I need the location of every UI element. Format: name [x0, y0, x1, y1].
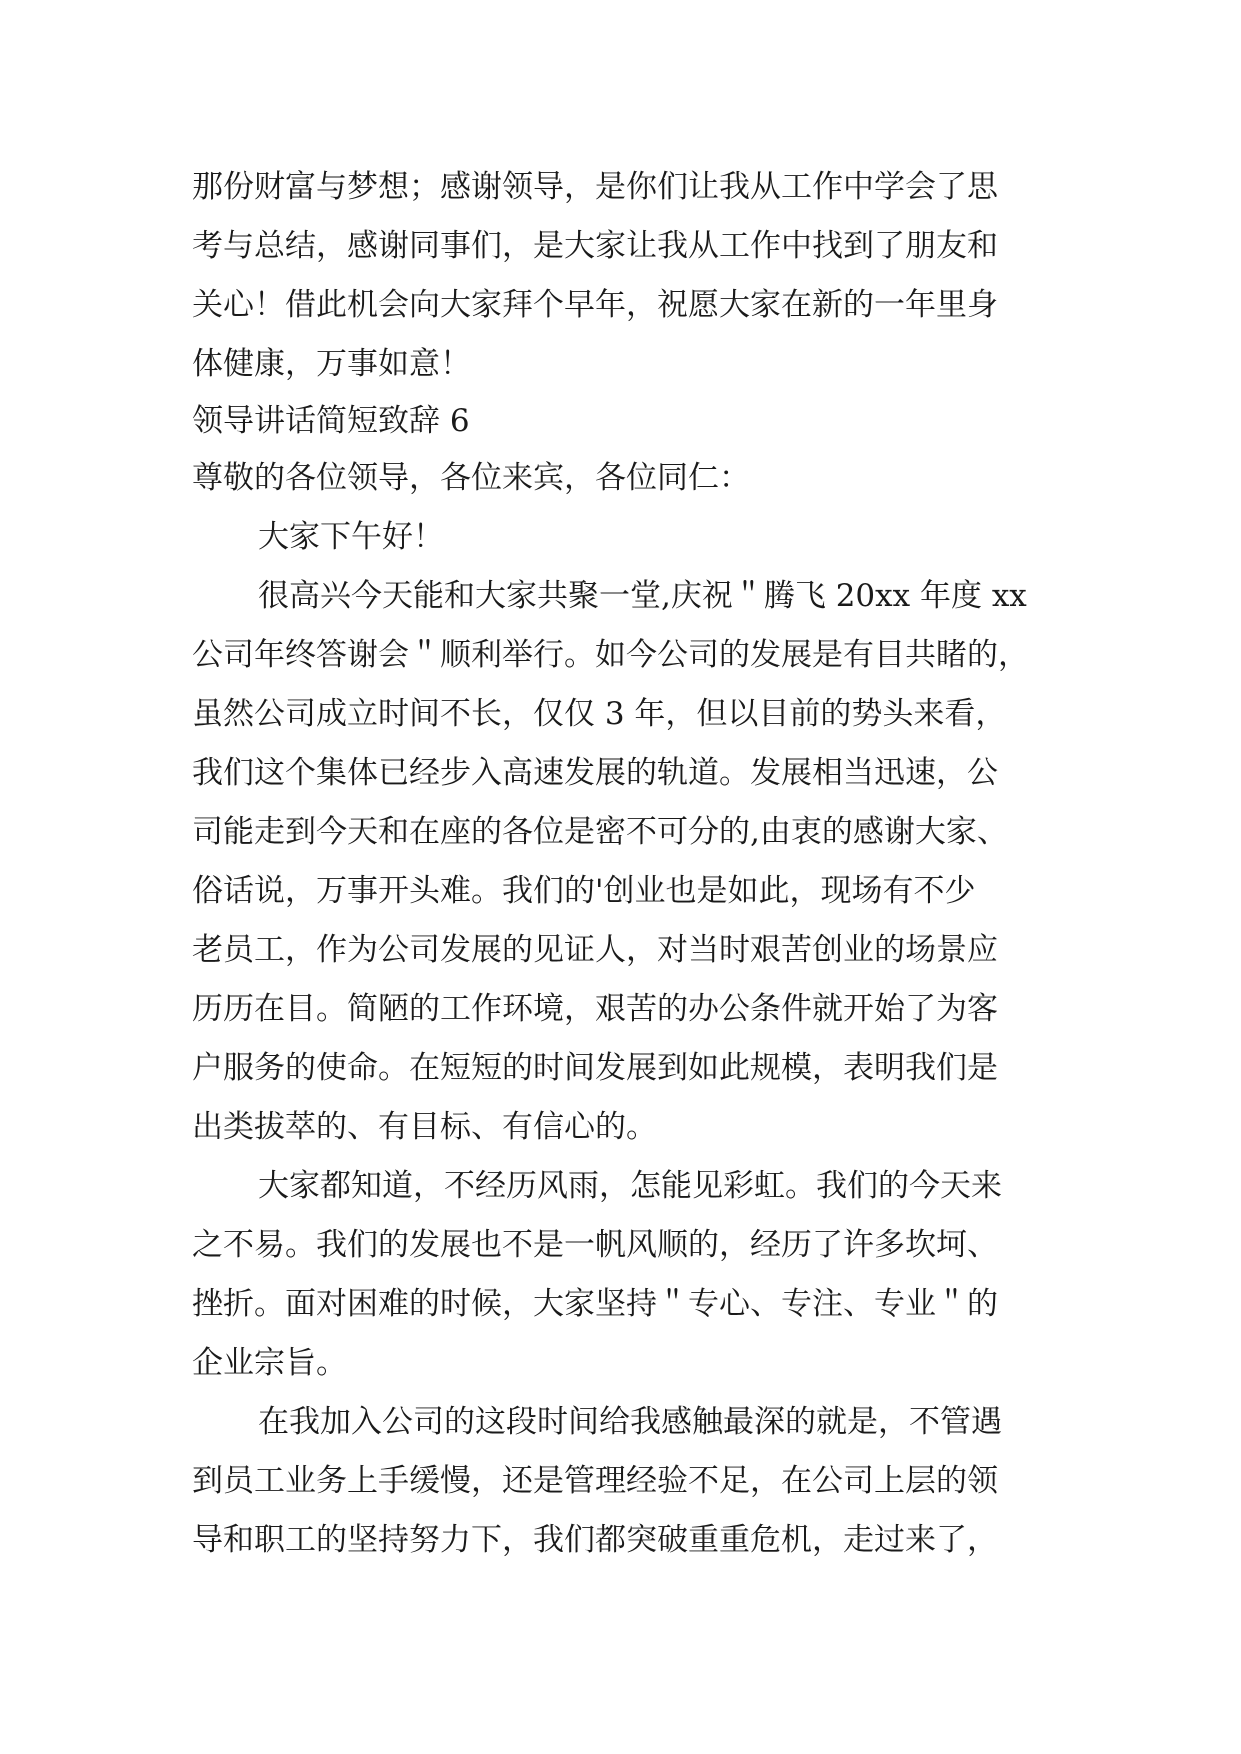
salutation: 尊敬的各位领导，各位来宾，各位同仁：: [192, 460, 750, 496]
text-line: 历历在目。简陋的工作环境，艰苦的办公条件就开始了为客: [192, 991, 998, 1027]
text-line: 我们这个集体已经步入高速发展的轨道。发展相当迅速，公: [192, 755, 998, 791]
document-body: [192, 158, 1072, 1570]
text-line: 很高兴今天能和大家共聚一堂,庆祝＂腾飞 20xx 年度 xx: [258, 578, 1027, 614]
text-line: 考与总结，感谢同事们，是大家让我从工作中找到了朋友和: [192, 228, 998, 264]
text-line: 公司年终答谢会＂顺利举行。如今公司的发展是有目共睹的，: [192, 637, 1029, 673]
text-line: 出类拔萃的、有目标、有信心的。: [192, 1109, 657, 1145]
text-line: 关心！借此机会向大家拜个早年，祝愿大家在新的一年里身: [192, 287, 998, 323]
text-line: 在我加入公司的这段时间给我感触最深的就是，不管遇: [258, 1404, 1002, 1440]
text-line: 那份财富与梦想；感谢领导，是你们让我从工作中学会了思: [192, 169, 998, 205]
text-line: 企业宗旨。: [192, 1345, 347, 1381]
text-line: 体健康，万事如意！: [192, 346, 471, 382]
text-line: 司能走到今天和在座的各位是密不可分的,由衷的感谢大家、: [192, 814, 1008, 850]
text-line: 俗话说，万事开头难。我们的'创业也是如此，现场有不少: [192, 873, 976, 909]
section-heading: 领导讲话简短致辞 6: [192, 403, 470, 439]
text-line: 之不易。我们的发展也不是一帆风顺的，经历了许多坎坷、: [192, 1227, 998, 1263]
text-line: 户服务的使命。在短短的时间发展到如此规模，表明我们是: [192, 1050, 998, 1086]
text-line: 大家都知道，不经历风雨，怎能见彩虹。我们的今天来: [258, 1168, 1002, 1204]
text-line: 导和职工的坚持努力下，我们都突破重重危机，走过来了，: [192, 1522, 998, 1558]
text-line: 到员工业务上手缓慢，还是管理经验不足，在公司上层的领: [192, 1463, 998, 1499]
text-line: 虽然公司成立时间不长，仅仅 3 年，但以目前的势头来看，: [192, 696, 1007, 732]
text-line: 老员工，作为公司发展的见证人，对当时艰苦创业的场景应: [192, 932, 998, 968]
greeting: 大家下午好！: [258, 519, 444, 555]
text-line: 挫折。面对困难的时候，大家坚持＂专心、专注、专业＂的: [192, 1286, 998, 1322]
